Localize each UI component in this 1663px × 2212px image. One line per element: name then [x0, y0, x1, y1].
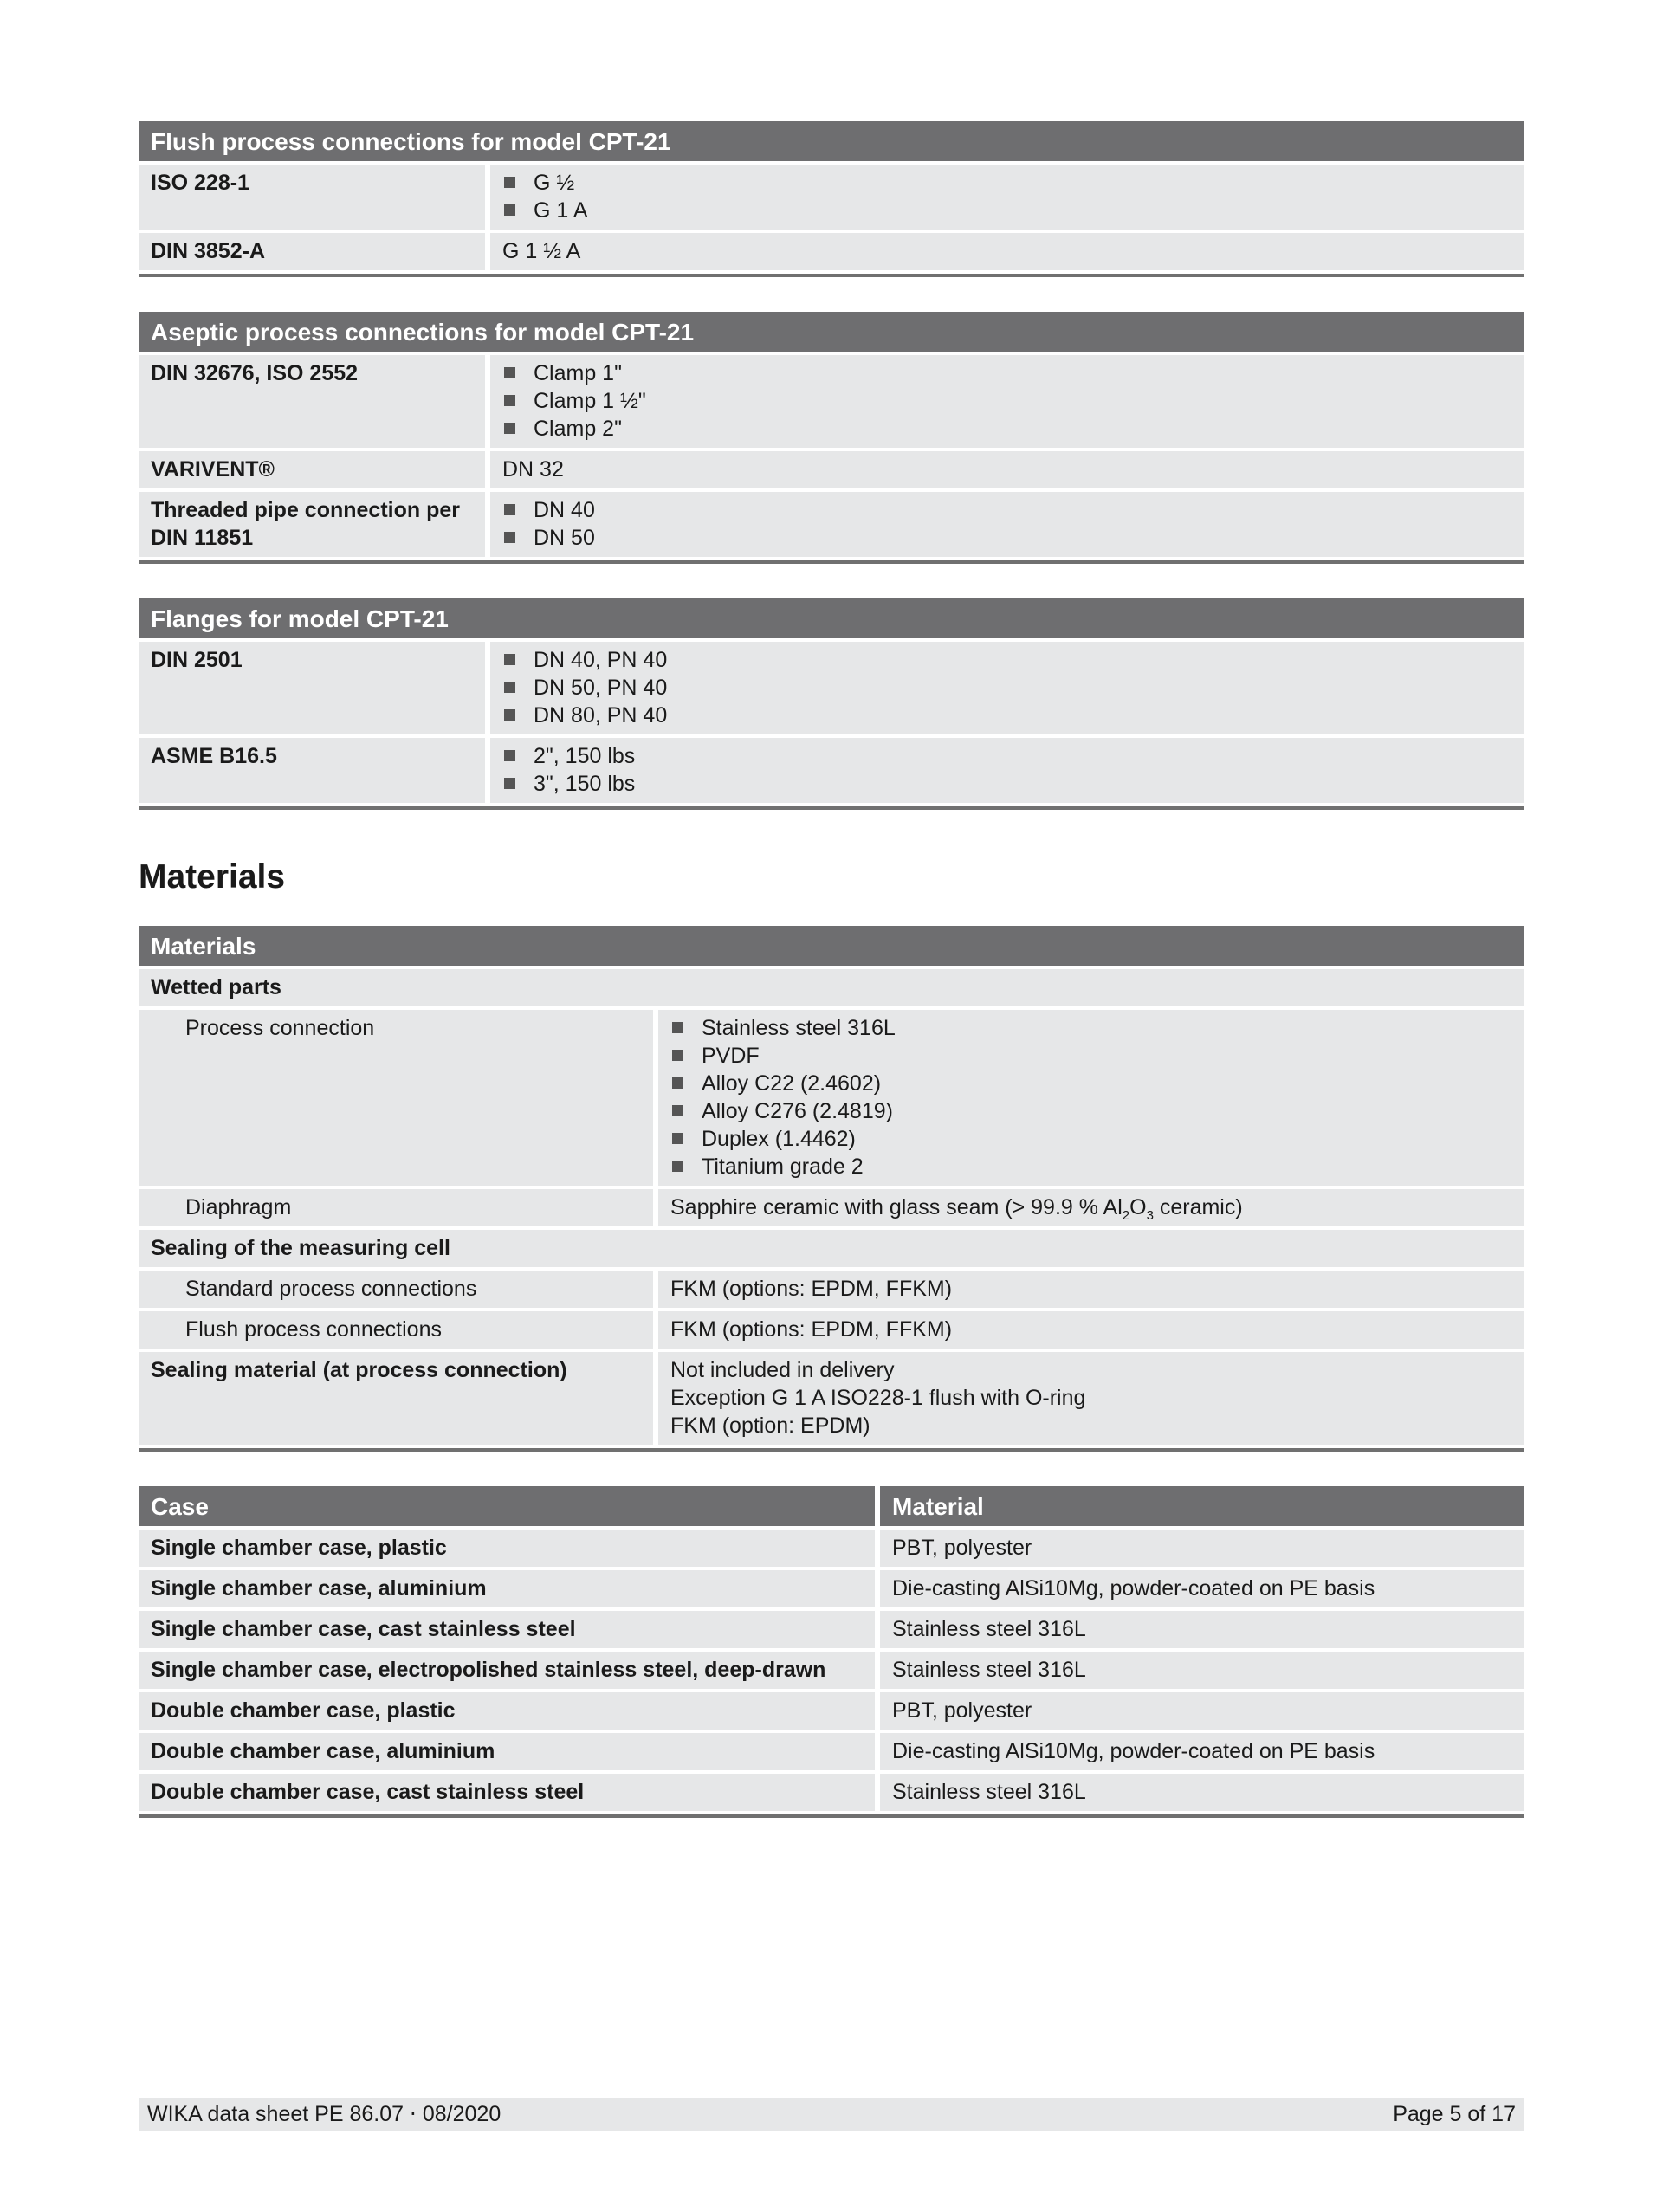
column-header-material: Material	[875, 1486, 1524, 1526]
row-value	[485, 738, 1524, 803]
list-item: Titanium grade 2	[670, 1153, 1512, 1180]
case-cell: Double chamber case, plastic	[139, 1692, 875, 1730]
row-value: DN 32	[485, 451, 1524, 488]
flush-connections-table	[139, 118, 1524, 277]
table-row	[139, 1774, 1524, 1811]
flanges-table	[139, 595, 1524, 810]
table-row	[139, 233, 1524, 270]
row-label-line: DIN 11851	[151, 526, 254, 550]
page-content	[139, 118, 1524, 1849]
list-item: Duplex (1.4462)	[670, 1125, 1512, 1153]
material-cell: Stainless steel 316L	[875, 1774, 1524, 1811]
table-row	[139, 165, 1524, 230]
list-item: PVDF	[670, 1042, 1512, 1070]
material-cell: PBT, polyester	[875, 1692, 1524, 1730]
row-label: DIN 32676, ISO 2552	[139, 355, 485, 448]
subscript: 3	[1146, 1208, 1154, 1223]
list-item: DN 40, PN 40	[502, 646, 1512, 674]
list-item: 3", 150 lbs	[502, 770, 1512, 798]
page-footer	[139, 2098, 1524, 2131]
list-item: Clamp 1"	[502, 359, 1512, 387]
row-value: FKM (options: EPDM, FFKM)	[653, 1311, 1524, 1349]
row-label: ISO 228-1	[139, 165, 485, 230]
table-row	[139, 492, 1524, 557]
row-value: G 1 ½ A	[485, 233, 1524, 270]
list-item: G 1 A	[502, 197, 1512, 224]
material-cell: Die-casting AlSi10Mg, powder-coated on PE basis	[875, 1570, 1524, 1607]
row-label: DIN 2501	[139, 642, 485, 734]
table-row	[139, 1010, 1524, 1186]
case-cell: Single chamber case, electropolished stainless steel, deep-drawn	[139, 1652, 875, 1689]
table-row	[139, 1311, 1524, 1349]
column-header-case: Case	[139, 1486, 875, 1526]
row-label: Flush process connections	[139, 1311, 653, 1349]
case-cell: Single chamber case, plastic	[139, 1530, 875, 1567]
row-value	[485, 492, 1524, 557]
list-item: Alloy C22 (2.4602)	[670, 1070, 1512, 1097]
case-material-table	[139, 1483, 1524, 1818]
material-cell: PBT, polyester	[875, 1530, 1524, 1567]
value-text: Sapphire ceramic with glass seam (> 99.9 % Al	[670, 1195, 1123, 1219]
table-row	[139, 1230, 1524, 1267]
row-value	[485, 165, 1524, 230]
list-item: 2", 150 lbs	[502, 742, 1512, 770]
row-label: ASME B16.5	[139, 738, 485, 803]
group-label-wetted-parts: Wetted parts	[139, 969, 1524, 1006]
list-item: Clamp 1 ½"	[502, 387, 1512, 415]
table-row	[139, 1189, 1524, 1226]
list-item: G ½	[502, 169, 1512, 197]
row-label: Standard process connections	[139, 1271, 653, 1308]
aseptic-connections-table	[139, 308, 1524, 564]
list-item: DN 50	[502, 524, 1512, 552]
material-cell: Stainless steel 316L	[875, 1652, 1524, 1689]
table-row	[139, 1652, 1524, 1689]
table-row	[139, 969, 1524, 1006]
value-line: Not included in delivery	[670, 1358, 895, 1382]
footer-document-id: WIKA data sheet PE 86.07 ⋅ 08/2020	[147, 2102, 501, 2126]
list-item: Clamp 2"	[502, 415, 1512, 443]
table-header: Aseptic process connections for model CPT-21	[139, 312, 1524, 352]
value-text: ceramic)	[1153, 1195, 1243, 1219]
table-row	[139, 1570, 1524, 1607]
materials-table	[139, 922, 1524, 1452]
row-label: Sealing material (at process connection)	[139, 1352, 653, 1445]
table-row	[139, 355, 1524, 448]
case-cell: Single chamber case, cast stainless steel	[139, 1611, 875, 1648]
table-row	[139, 738, 1524, 803]
table-row	[139, 451, 1524, 488]
row-value	[485, 642, 1524, 734]
value-line: FKM (option: EPDM)	[670, 1413, 870, 1438]
table-row	[139, 1352, 1524, 1445]
subscript: 2	[1122, 1208, 1130, 1223]
case-cell: Single chamber case, aluminium	[139, 1570, 875, 1607]
row-value	[653, 1010, 1524, 1186]
row-label-line: Threaded pipe connection per	[151, 498, 460, 522]
list-item: DN 40	[502, 496, 1512, 524]
table-header: Flanges for model CPT-21	[139, 598, 1524, 638]
row-value	[653, 1189, 1524, 1226]
material-cell: Die-casting AlSi10Mg, powder-coated on PE basis	[875, 1733, 1524, 1770]
material-cell: Stainless steel 316L	[875, 1611, 1524, 1648]
list-item: Stainless steel 316L	[670, 1014, 1512, 1042]
row-value	[485, 355, 1524, 448]
row-label: Diaphragm	[139, 1189, 653, 1226]
footer-page-number: Page 5 of 17	[1393, 2102, 1516, 2126]
value-text: O	[1129, 1195, 1147, 1219]
case-cell: Double chamber case, cast stainless steel	[139, 1774, 875, 1811]
table-row	[139, 1733, 1524, 1770]
table-row	[139, 1271, 1524, 1308]
table-row	[139, 1692, 1524, 1730]
case-cell: Double chamber case, aluminium	[139, 1733, 875, 1770]
table-row	[139, 1611, 1524, 1648]
list-item: DN 50, PN 40	[502, 674, 1512, 702]
table-row	[139, 1530, 1524, 1567]
table-header: Materials	[139, 926, 1524, 966]
section-heading-materials: Materials	[139, 858, 286, 896]
table-row	[139, 642, 1524, 734]
list-item: Alloy C276 (2.4819)	[670, 1097, 1512, 1125]
row-value	[653, 1352, 1524, 1445]
row-value: FKM (options: EPDM, FFKM)	[653, 1271, 1524, 1308]
list-item: DN 80, PN 40	[502, 702, 1512, 729]
row-label: VARIVENT®	[139, 451, 485, 488]
row-label	[139, 492, 485, 557]
value-line: Exception G 1 A ISO228-1 flush with O-ring	[670, 1386, 1086, 1410]
row-label: DIN 3852-A	[139, 233, 485, 270]
group-label-sealing-cell: Sealing of the measuring cell	[139, 1230, 1524, 1267]
row-label: Process connection	[139, 1010, 653, 1186]
table-header: Flush process connections for model CPT-21	[139, 121, 1524, 161]
